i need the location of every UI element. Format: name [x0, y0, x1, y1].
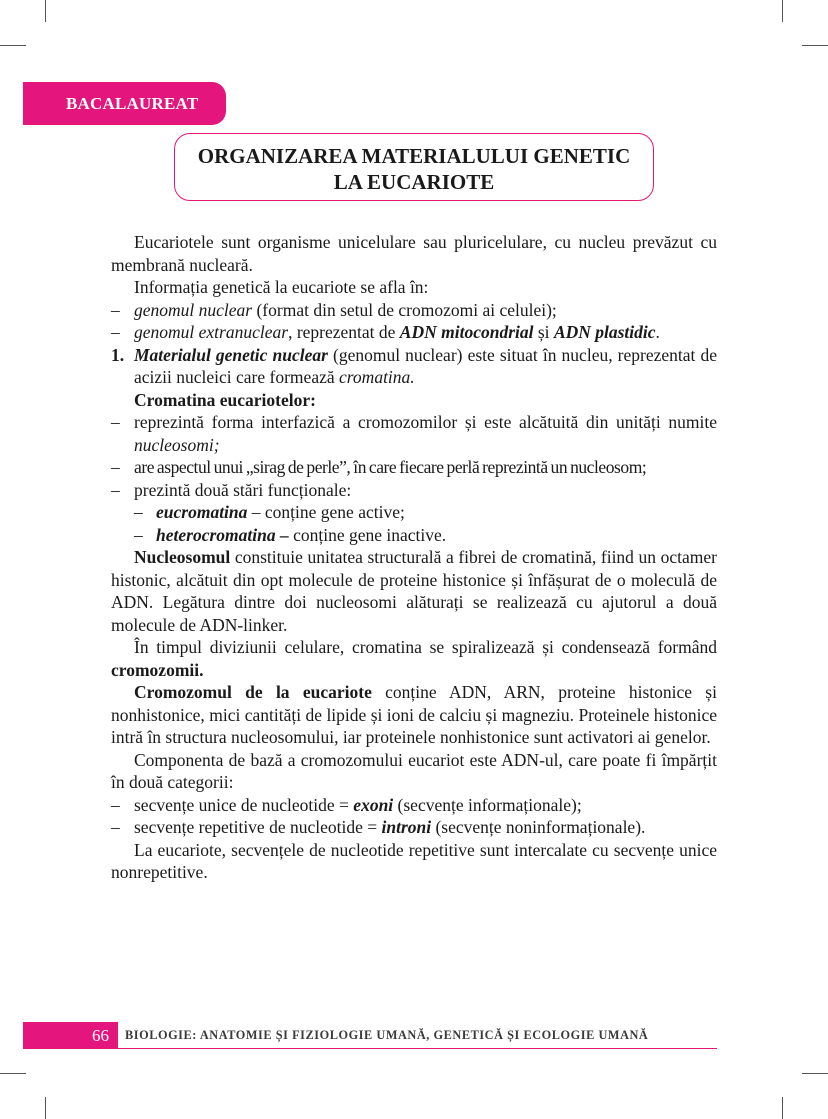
- paragraph-final: La eucariote, secvențele de nucleotide repetitive sunt intercalate cu secvențe unice nonrepetitive.: [111, 839, 717, 882]
- list-item: – are aspectul unui „sirag de perle”, în care fiecare perlă reprezintă un nucleosom;: [111, 456, 717, 479]
- list-item: – prezintă două stări funcționale:: [111, 479, 717, 502]
- paragraph-diviziune: În timpul diviziunii celulare, cromatina se spiralizează și condensează formând cromozomii.: [111, 637, 717, 680]
- term: genomul nuclear: [134, 299, 253, 320]
- crop-mark: [782, 1097, 783, 1119]
- term: introni: [381, 817, 432, 837]
- term: Cromozomul de la eucariote: [134, 682, 372, 702]
- crop-mark: [45, 0, 46, 22]
- term: eucromatina: [156, 502, 248, 522]
- paragraph-nucleosom: Nucleosomul constituie unitatea structurală a fibrei de cromatină, fiind un octamer histonic, alcătuit din opt molecule de proteine histonice și înfășurat de o moleculă de ADN. Legătura dintre doi nucleosomi alăturați se realizează cu ajutorul a două molecule de ADN-linker.: [111, 547, 717, 635]
- sub-list-item: – heterocromatina – conține gene inactive.: [111, 524, 717, 547]
- list-item-genome-extranuclear: – genomul extranuclear, reprezentat de ADN mitocondrial și ADN plastidic.: [111, 321, 717, 344]
- book-title: BIOLOGIE: ANATOMIE ȘI FIZIOLOGIE UMANĂ, GENETICĂ ȘI ECOLOGIE UMANĂ: [125, 1028, 649, 1042]
- term: Materialul genetic nuclear: [134, 344, 328, 365]
- item-number: 1.: [111, 344, 125, 365]
- paragraph-info: Informația genetică la eucariote se afla în:: [134, 277, 429, 297]
- sub-list-item: – eucromatina – conține gene active;: [111, 501, 717, 524]
- term: heterocromatina –: [156, 524, 289, 545]
- paragraph-componenta: Componenta de bază a cromozomului eucariot este ADN-ul, care poate fi împărțit în două categorii:: [111, 749, 717, 792]
- section-tag-label: BACALAUREAT: [66, 93, 199, 113]
- term: cromatina.: [339, 367, 415, 387]
- crop-mark: [782, 0, 783, 22]
- paragraph-intro: Eucariotele sunt organisme unicelulare sau pluricelulare, cu nucleu prevăzut cu membrană nucleară.: [111, 232, 717, 275]
- term: exoni: [353, 794, 394, 815]
- crop-mark: [802, 45, 828, 46]
- crop-mark: [45, 1097, 46, 1119]
- term: Nucleosomul: [134, 547, 231, 567]
- chapter-title-line2: LA EUCARIOTE: [333, 170, 495, 194]
- list-item-genome-nuclear: – genomul nuclear (format din setul de cromozomi ai celulei);: [111, 299, 717, 322]
- term: nucleosomi;: [134, 434, 220, 455]
- subheading-cromatina: Cromatina eucariotelor:: [134, 389, 316, 410]
- numbered-item-1: 1. Materialul genetic nuclear (genomul nuclear) este situat în nucleu, reprezentat de acizii nucleici care formează cromatina.: [111, 344, 717, 387]
- term: ADN plastidic: [553, 322, 656, 342]
- term: cromozomii.: [111, 659, 204, 680]
- footer-rule: [118, 1048, 717, 1049]
- page-body: [111, 231, 717, 884]
- crop-mark: [0, 1073, 26, 1074]
- chapter-title-line1: ORGANIZAREA MATERIALULUI GENETIC: [197, 144, 631, 168]
- list-item: – secvențe unice de nucleotide = exoni (secvențe informaționale);: [111, 794, 717, 817]
- term: ADN mitocondrial: [399, 322, 534, 342]
- page-number: 66: [23, 1022, 118, 1049]
- section-tag: [23, 82, 226, 125]
- crop-mark: [802, 1073, 828, 1074]
- page-footer: [23, 1022, 717, 1049]
- chapter-title: [174, 133, 654, 201]
- term: genomul extranuclear: [134, 322, 289, 342]
- list-item: – reprezintă forma interfazică a cromozomilor și este alcătuită din unități numite nucleosomi;: [111, 411, 717, 456]
- paragraph-cromozom: Cromozomul de la eucariote conține ADN, ARN, proteine histonice și nonhistonice, mici cantități de lipide și ioni de calciu și magneziu. Proteinele histonice intră în structura nucleosomului, iar proteinele nonhistonice sunt activatori ai genelor.: [111, 682, 717, 747]
- list-item: – secvențe repetitive de nucleotide = introni (secvențe noninformaționale).: [111, 816, 717, 839]
- crop-mark: [0, 45, 26, 46]
